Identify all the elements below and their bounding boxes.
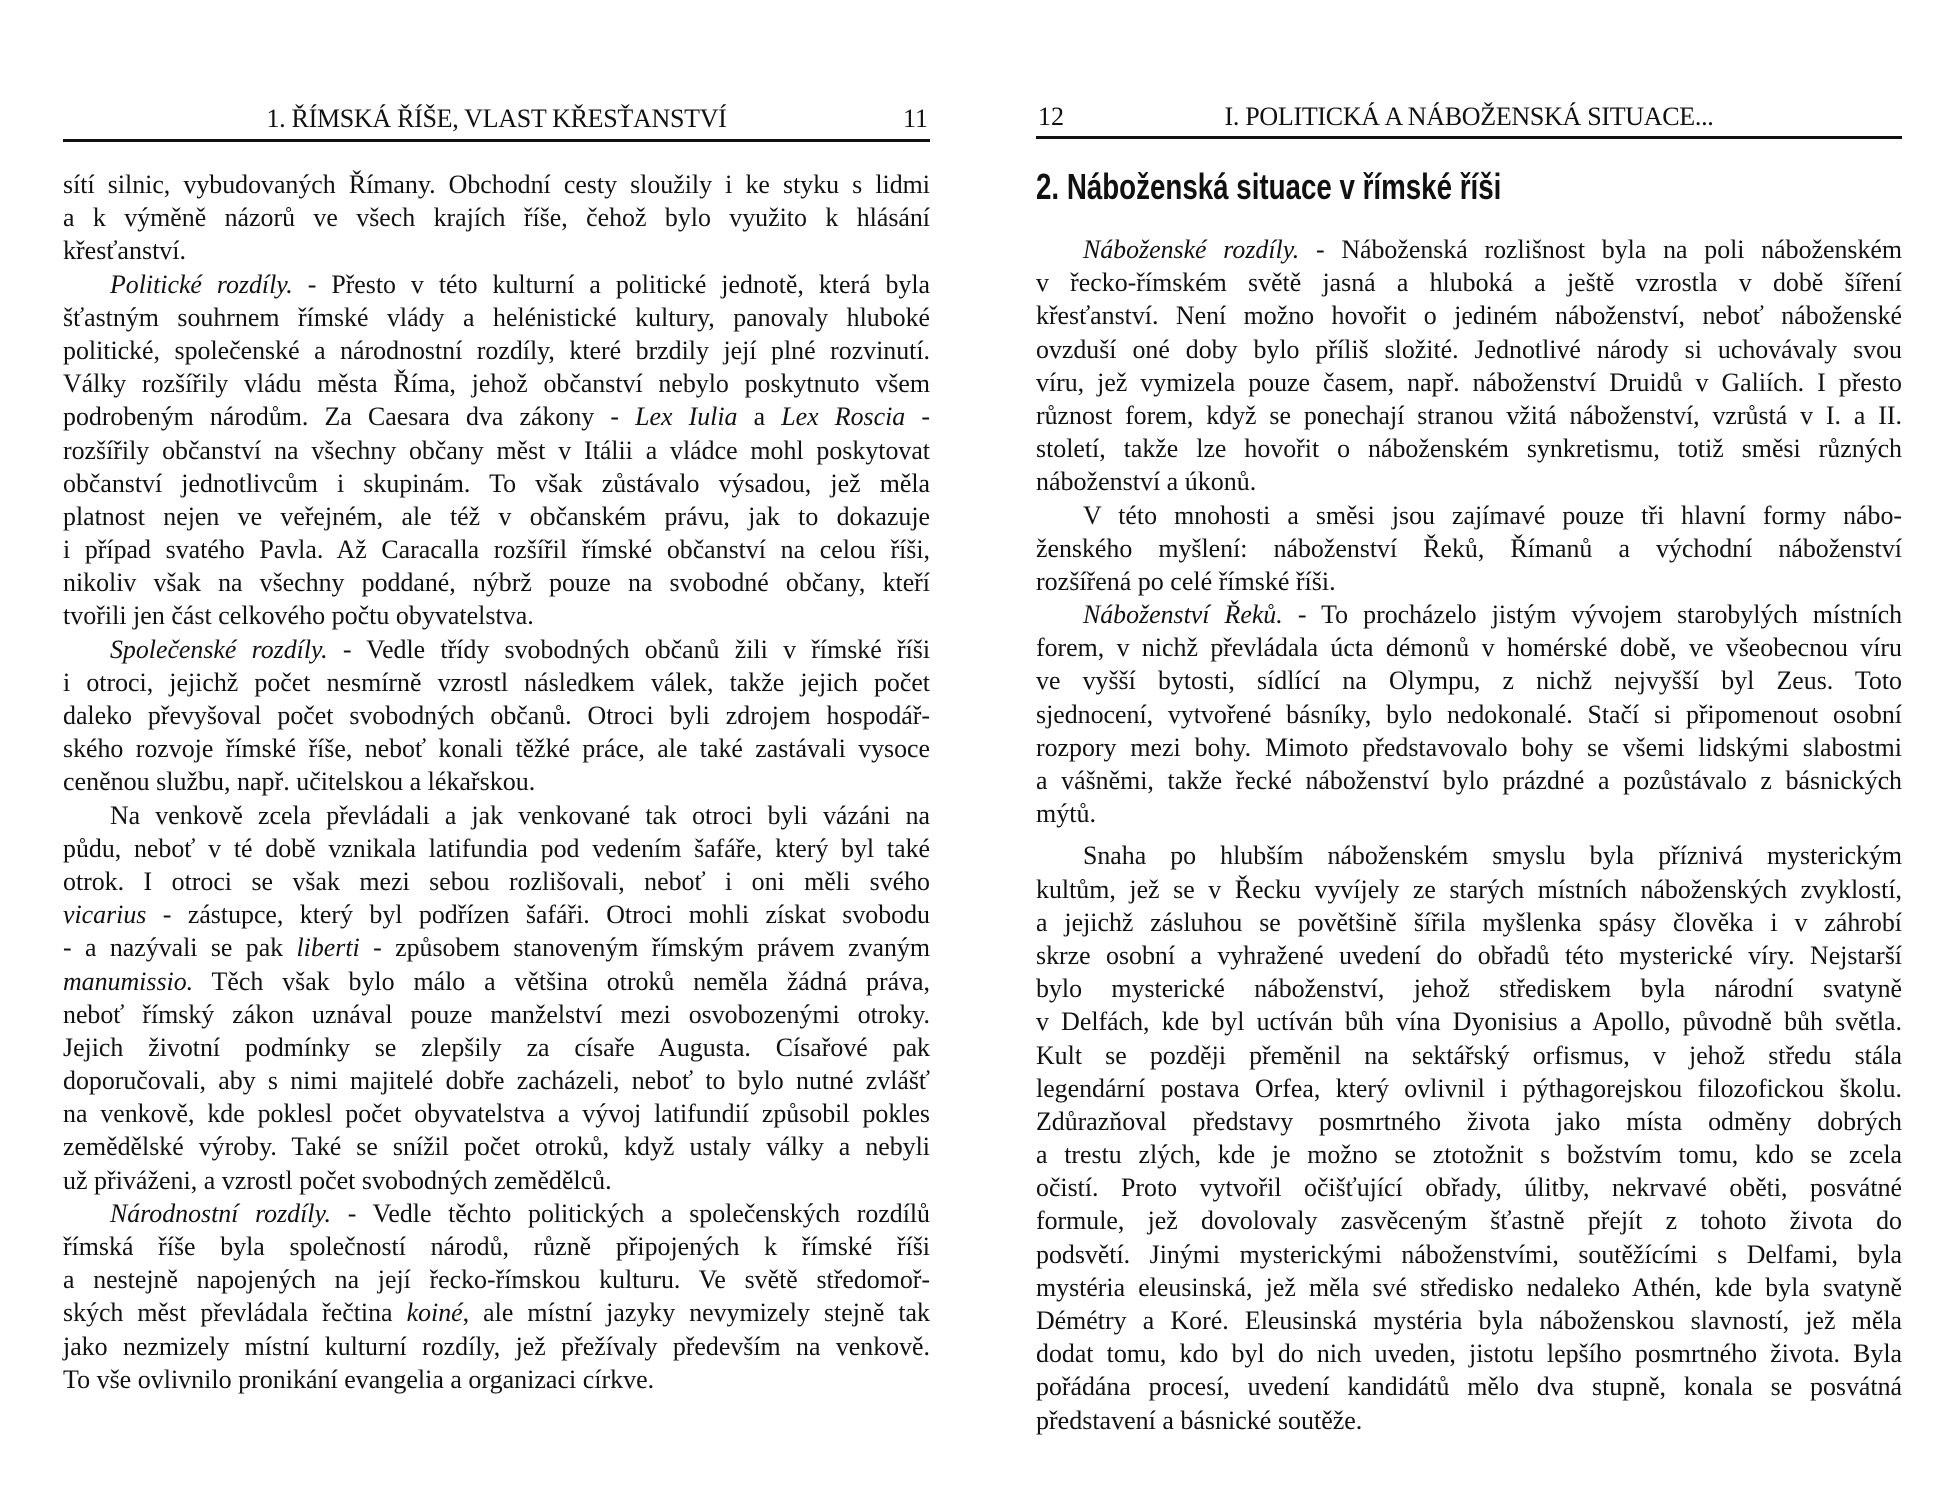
text-line [1036, 764, 1902, 797]
text-segment: rozpory mezi bohy. Mimoto představovalo bohy se všemi lidskými slabostmi [1036, 732, 1902, 762]
running-head [1036, 102, 1902, 132]
running-head-title: I. POLITICKÁ A NÁBOŽENSKÁ SITUACE... [1224, 102, 1714, 131]
text-segment: náboženství a úkonů. [1036, 467, 1257, 497]
text-line [63, 732, 930, 765]
text-line [63, 1363, 930, 1396]
text-segment: platnost nejen ve veřejném, ale též v občanském právu, jak to dokazuje [63, 501, 930, 531]
text-segment: už přiváženi, a vzrostl počet svobodných zemědělců. [63, 1165, 612, 1195]
text-line [63, 201, 930, 234]
text-line [63, 998, 930, 1031]
text-line [1036, 1304, 1902, 1337]
text-segment: V této mnohosti a směsi jsou zajímavé pouze tři hlavní formy nábo- [1083, 500, 1902, 530]
text-line [63, 1064, 930, 1097]
text-segment: a trestu zlých, kde je možno se ztotožnit s božstvím tomu, kdo se zcela [1036, 1140, 1902, 1170]
text-line [1036, 565, 1902, 598]
text-segment: doporučovali, aby s nimi majitelé dobře zacházeli, neboť to bylo nutné zvlášť [63, 1066, 930, 1096]
paragraph [1036, 598, 1902, 830]
text-line [63, 965, 930, 998]
text-segment: půdu, neboť v té době vznikala latifundia pod vedením šafáře, který byl také [63, 833, 930, 863]
text-line [63, 765, 930, 798]
text-segment: rozšířená po celé římské říši. [1036, 566, 1336, 596]
text-segment: dodat tomu, kdo byl do nich uveden, jistotu lepšího posmrtného života. Byla [1036, 1339, 1902, 1369]
text-line [1036, 1337, 1902, 1370]
text-segment: daleko převyšoval počet svobodných občanů. Otroci byli zdrojem hospodář- [63, 701, 930, 730]
text-line [63, 434, 930, 467]
text-line [63, 268, 930, 301]
text-line [63, 1197, 930, 1230]
italic-term: Lex Iulia [635, 402, 738, 432]
italic-term: Náboženské rozdíly. [1083, 235, 1300, 264]
text-line [1036, 664, 1902, 697]
text-line [1036, 906, 1902, 939]
text-line [1036, 1072, 1902, 1105]
text-line [63, 1164, 930, 1197]
text-segment: ceněnou službu, např. učitelskou a lékařskou. [63, 767, 536, 797]
text-segment: sítí silnic, vybudovaných Římany. Obchodní cesty sloužily i ke styku s lidmi [63, 170, 930, 199]
text-segment: Války rozšířily vládu města Říma, jehož občanství nebylo poskytnuto všem [63, 369, 930, 399]
text-line [1036, 972, 1902, 1005]
text-segment: To vše ovlivnilo pronikání evangelia a organizaci církve. [63, 1364, 655, 1394]
text-line [63, 931, 930, 964]
text-segment: Démétry a Koré. Eleusinská mystéria byla náboženskou slavností, jež měla [1036, 1306, 1902, 1335]
text-segment: Jejich životní podmínky se zlepšily za císaře Augusta. Císařové pak [63, 1032, 930, 1062]
text-line [1036, 631, 1902, 664]
text-segment: křesťanství. [63, 236, 187, 266]
italic-term: liberti [296, 933, 360, 963]
text-line [1036, 598, 1902, 631]
text-segment: století, takže lze hovořit o náboženském synkretismu, totiž směsi různých [1036, 434, 1902, 464]
text-segment: a k výměně názorů ve všech krajích říše, čehož bylo využito k hlásání [63, 203, 930, 233]
text-segment: v řecko-římském světě jasná a hluboká a ještě vzrostla v době šíření [1036, 268, 1902, 298]
text-line [63, 1130, 930, 1163]
running-head [63, 104, 930, 134]
page-number: 11 [902, 104, 928, 133]
italic-term: vicarius [63, 900, 147, 930]
text-segment: - Vedle třídy svobodných občanů žili v římské říši [327, 634, 931, 664]
text-line [63, 566, 930, 599]
paragraph [63, 268, 930, 633]
text-segment: Kult se později přeměnil na sektářský orfismus, v jehož středu stála [1036, 1040, 1902, 1070]
text-line [63, 500, 930, 533]
text-segment: - Vedle těchto politických a společenských rozdílů [330, 1198, 930, 1228]
text-line [1036, 333, 1902, 366]
text-segment: a [737, 402, 782, 432]
text-segment: mystéria eleusinská, jež měla své středisko nedaleko Athén, kde byla svatyně [1036, 1272, 1902, 1302]
text-line [63, 599, 930, 632]
text-line [63, 467, 930, 500]
text-line [1036, 873, 1902, 906]
text-line [1036, 1138, 1902, 1171]
paragraph [63, 168, 930, 268]
text-line [63, 168, 930, 201]
text-segment: ženského myšlení: náboženství Řeků, Římanů a východní náboženství [1036, 533, 1902, 563]
text-line [63, 898, 930, 931]
text-line [1036, 839, 1902, 872]
chapter-title: 2. Náboženská situace v římské říši [1036, 166, 1502, 207]
text-segment: politické, společenské a národnostní rozdíly, které brzdily její plné rozvinutí. [63, 335, 930, 365]
text-segment: zemědělské výroby. Také se snížil počet otroků, když ustaly války a nebyli [63, 1132, 930, 1162]
text-line [63, 1097, 930, 1130]
text-segment: sjednocení, vytvořené básníky, bylo nedokonalé. Stačí si připomenout osobní [1036, 699, 1902, 729]
text-line [1036, 465, 1902, 498]
italic-term: koiné [406, 1298, 463, 1328]
header-rule [63, 139, 930, 142]
text-segment: forem, v nichž převládala úcta démonů v homérské době, ve všeobecnou víru [1036, 633, 1902, 663]
text-segment: v Delfách, kde byl uctíván bůh vína Dyonisius a Apollo, původně bůh světla. [1036, 1007, 1902, 1037]
text-line [1036, 1271, 1902, 1304]
italic-term: Náboženství Řeků. [1083, 600, 1283, 630]
paragraph [1036, 839, 1902, 1436]
page-body [63, 168, 930, 1396]
text-segment: neboť římský zákon uznával pouze manželství mezi osvobozenými otroky. [63, 999, 930, 1029]
text-line [1036, 1404, 1902, 1437]
text-segment: Těch však bylo málo a většina otroků neměla žádná práva, [193, 966, 930, 996]
text-line [63, 533, 930, 566]
text-segment: ovzduší oné doby bylo příliš složité. Jednotlivé národy si uchovávaly svou [1036, 334, 1902, 364]
text-segment: a nestejně napojených na její řecko-římskou kulturu. Ve světě středomoř- [63, 1265, 930, 1295]
text-segment: na venkově, kde poklesl počet obyvatelstva a vývoj latifundií způsobil pokles [63, 1099, 930, 1129]
paragraph [63, 799, 930, 1197]
text-line [63, 1230, 930, 1263]
text-line [63, 334, 930, 367]
text-segment: ského rozvoje římské říše, neboť konali těžké práce, ale také zastávali vysoce [63, 734, 930, 764]
paragraph [1036, 499, 1902, 599]
text-line [1036, 1039, 1902, 1072]
text-segment: i otroci, jejichž počet nesmírně vzrostl následkem válek, takže jejich počet [63, 667, 930, 697]
text-segment: ských měst převládala řečtina [63, 1298, 407, 1328]
running-head-title: 1. ŘÍMSKÁ ŘÍŠE, VLAST KŘESŤANSTVÍ [266, 104, 727, 133]
text-line [1036, 233, 1902, 266]
text-line [1036, 266, 1902, 299]
text-line [63, 666, 930, 699]
italic-term: Národnostní rozdíly. [110, 1198, 331, 1228]
text-line [63, 1330, 930, 1363]
text-segment: otrok. I otroci se však mezi sebou rozlišovali, neboť i oni měli svého [63, 866, 930, 896]
text-segment: kultům, jež se v Řecku vyvíjely ze starých místních náboženských zvyklostí, [1036, 874, 1902, 904]
text-line [63, 301, 930, 334]
italic-term: Lex Roscia [781, 402, 906, 432]
text-segment: šťastným souhrnem římské vlády a helénistické kultury, panovaly hluboké [63, 302, 930, 332]
text-line [1036, 939, 1902, 972]
text-segment: mýtů. [1036, 799, 1096, 829]
text-line [1036, 499, 1902, 532]
text-segment: občanství jednotlivcům i skupinám. To však zůstávalo výsadou, jež měla [63, 468, 930, 498]
text-line [63, 1296, 930, 1329]
text-segment: jako nezmizely místní kulturní rozdíly, jež přežívaly především na venkově. [63, 1331, 930, 1361]
text-line [1036, 432, 1902, 465]
text-segment: tvořili jen část celkového počtu obyvatelstva. [63, 601, 534, 631]
text-segment: skrze osobní a vyhražené uvedení do obřadů této mysterické víry. Nejstarší [1036, 940, 1902, 970]
text-line [1036, 399, 1902, 432]
text-segment: - To procházelo jistým vývojem starobylých místních [1282, 600, 1902, 630]
text-line [1036, 731, 1902, 764]
italic-term: Společenské rozdíly. [110, 634, 328, 664]
text-segment: a vášněmi, takže řecké náboženství bylo prázdné a pozůstávalo z básnických [1036, 766, 1902, 795]
text-segment: římská říše byla společností národů, různě připojených k římské říši [63, 1232, 930, 1261]
text-segment: různost forem, když se ponechají stranou vžitá náboženství, vzrůstá v I. a II. [1036, 400, 1902, 430]
text-line [63, 799, 930, 832]
text-line [1036, 1005, 1902, 1038]
text-line [1036, 299, 1902, 332]
text-segment: legendární postava Orfea, který ovlivnil i pýthagorejskou filozofickou školu. [1036, 1073, 1902, 1103]
text-segment: podsvětí. Jinými mysterickými náboženstvími, soutěžícími s Delfami, byla [1036, 1239, 1902, 1269]
text-line [63, 699, 930, 732]
text-segment: očistí. Proto vytvořil očišťující obřady, úlitby, nekrvavé oběti, posvátné [1036, 1173, 1902, 1203]
paragraph [1036, 233, 1902, 499]
paragraph [63, 633, 930, 799]
text-line [63, 1031, 930, 1064]
text-line [63, 865, 930, 898]
text-segment: podrobeným národům. Za Caesara dva zákony - [63, 402, 636, 432]
text-segment: i případ svatého Pavla. Až Caracalla rozšířil římské občanství na celou říši, [63, 535, 930, 565]
text-segment: bylo mysterické náboženství, jehož střediskem byla národní svatyně [1036, 974, 1902, 1004]
text-segment: pořádána procesí, uvedení kandidátů mělo dva stupně, konala se posvátná [1036, 1372, 1902, 1402]
header-rule [1036, 136, 1902, 139]
text-segment: - a nazývali se pak [63, 933, 297, 963]
text-segment: představení a básnické soutěže. [1036, 1405, 1363, 1435]
text-segment: - Přesto v této kulturní a politické jednotě, která byla [292, 269, 930, 299]
italic-term: manumissio. [63, 966, 194, 996]
text-line [1036, 1238, 1902, 1271]
page-body [1036, 233, 1902, 1437]
text-segment: křesťanství. Není možno hovořit o jediném náboženství, neboť náboženské [1036, 301, 1902, 331]
text-segment: formule, jež dovolovaly zasvěceným šťastně přejít z tohoto života do [1036, 1206, 1902, 1236]
text-segment: nikoliv však na všechny poddané, nýbrž pouze na svobodné občany, kteří [63, 568, 930, 598]
text-line [63, 832, 930, 865]
paragraph [63, 1197, 930, 1396]
text-line [1036, 1171, 1902, 1204]
text-line [1036, 698, 1902, 731]
text-line [1036, 797, 1902, 830]
text-line [63, 1263, 930, 1296]
text-line [63, 234, 930, 267]
text-segment: Zdůrazňoval představy posmrtného života jako místa odměny dobrých [1036, 1106, 1902, 1136]
text-line [1036, 532, 1902, 565]
text-line [1036, 366, 1902, 399]
text-segment: - Náboženská rozlišnost byla na poli náboženském [1299, 235, 1902, 264]
text-segment: , ale místní jazyky nevymizely stejně tak [462, 1298, 930, 1328]
page-number: 12 [1038, 102, 1064, 131]
text-segment: - zástupce, který byl podřízen šafáři. Otroci mohli získat svobodu [146, 900, 930, 930]
text-segment: - [905, 402, 930, 432]
text-segment: - způsobem stanoveným římským právem zvaným [359, 933, 930, 963]
text-segment: Na venkově zcela převládali a jak venkované tak otroci byli vázáni na [110, 800, 930, 830]
text-segment: ve vyšší bytosti, sídlící na Olympu, z nichž nejvyšší byl Zeus. Toto [1036, 666, 1902, 696]
text-segment: rozšířily občanství na všechny občany měst v Itálii a vládce mohl poskytovat [63, 435, 930, 465]
text-line [1036, 1105, 1902, 1138]
text-line [63, 367, 930, 400]
text-line [1036, 1204, 1902, 1237]
text-segment: a jejichž zásluhou se povětšině šířila myšlenka spásy člověka i v záhrobí [1036, 907, 1902, 937]
text-line [1036, 1370, 1902, 1403]
text-line [63, 400, 930, 433]
text-segment: Snaha po hlubším náboženském smyslu byla příznivá mysterickým [1083, 841, 1902, 871]
text-line [63, 633, 930, 666]
text-segment: víru, jež vymizela pouze časem, např. náboženství Druidů v Galiích. I přesto [1036, 367, 1902, 397]
italic-term: Politické rozdíly. [110, 269, 293, 299]
